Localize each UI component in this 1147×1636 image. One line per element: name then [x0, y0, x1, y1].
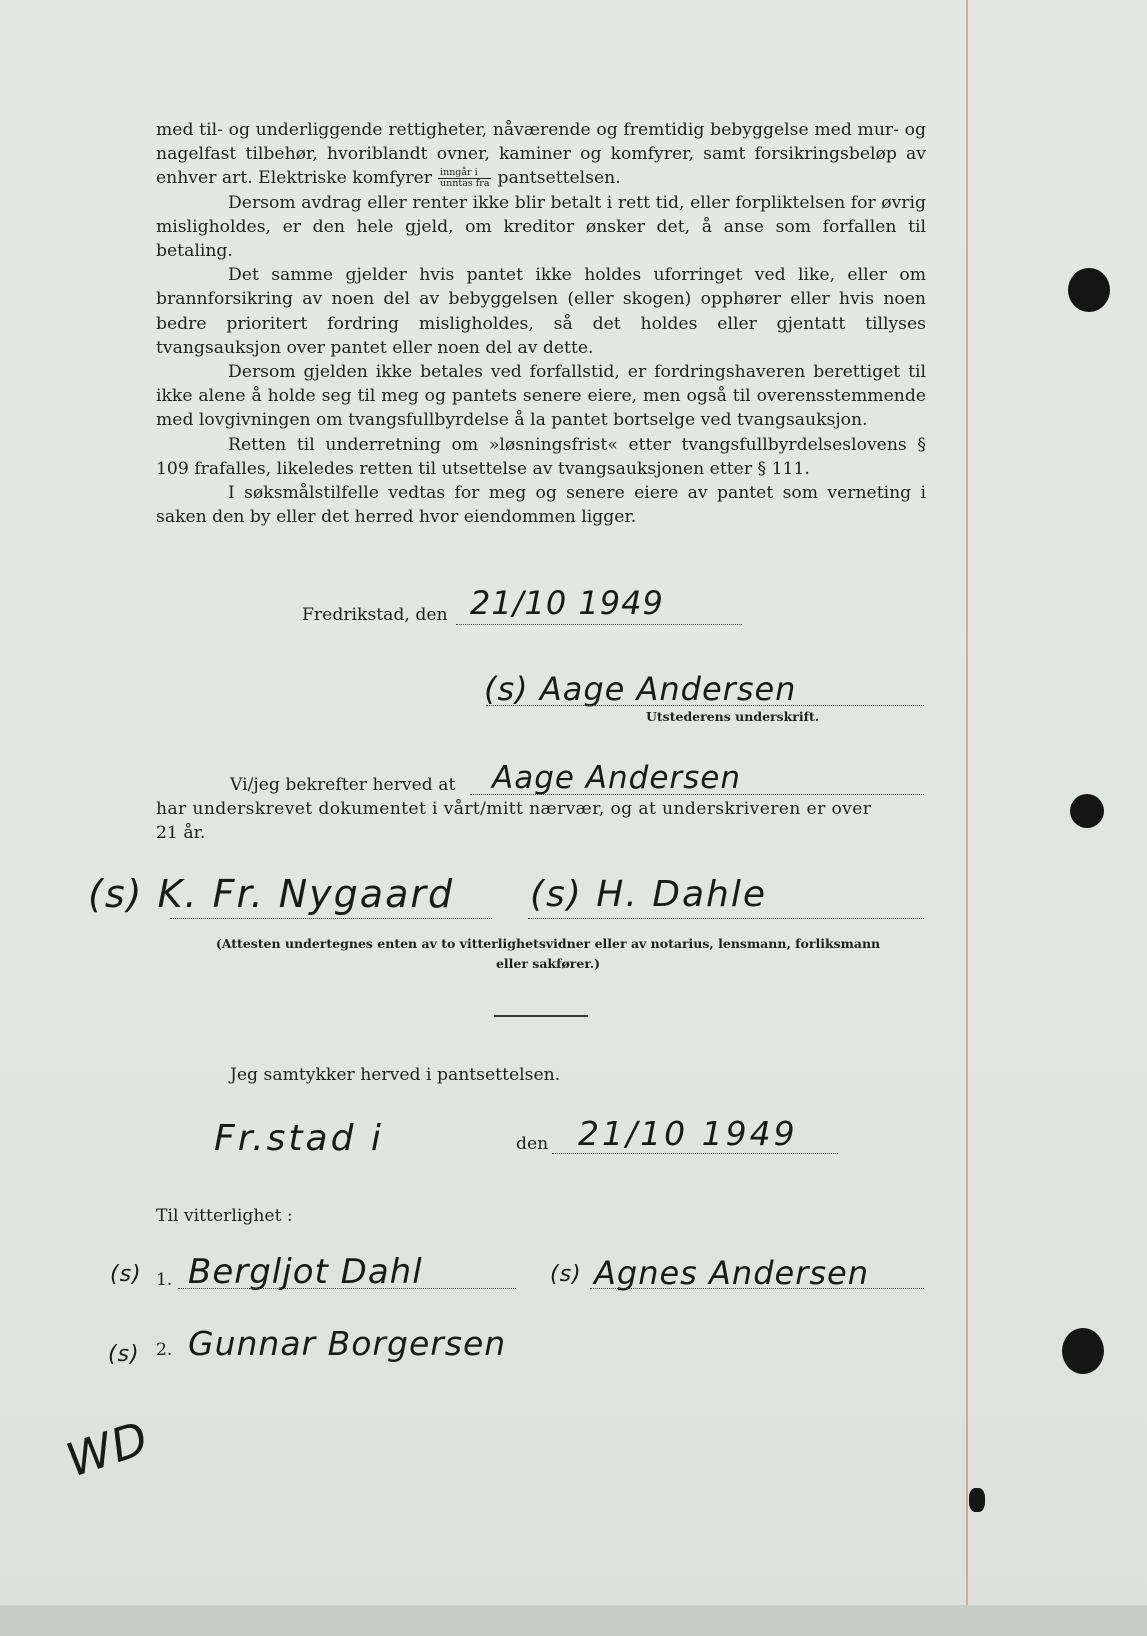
vitterlighet-2-name: Gunnar Borgersen — [188, 1324, 507, 1363]
fraction-top: inngår i — [438, 168, 491, 179]
witness-prefix: Vi/jeg bekrefter herved at — [230, 775, 456, 795]
vitterlighet-1-number: 1. — [156, 1270, 173, 1290]
paragraph-1 — [156, 118, 926, 191]
paragraph-3: Det samme gjelder hvis pantet ikke holdes uforringet ved like, eller om brannforsikring av noen del av bebyggelsen (eller skogen) opphører eller hvis noen bedre prioritert fordring misligholdes, så det holdes eller gjentatt tillyses tvangsauksjon over pantet eller noen del av dette. — [156, 265, 926, 358]
vitterlighet-2-number: 2. — [156, 1340, 173, 1360]
margin-rule — [966, 0, 968, 1636]
vitterlighet-1-dotline — [178, 1288, 516, 1289]
section-divider — [494, 1015, 588, 1017]
punch-hole-bottom — [1062, 1328, 1104, 1374]
punch-hole-middle — [1070, 794, 1104, 828]
fraction — [438, 168, 491, 189]
issuer-dotline — [486, 705, 924, 706]
date-dotline — [456, 624, 742, 625]
witness-signature-1: (s) K. Fr. Nygaard — [88, 872, 455, 916]
paragraph-6: I søksmålstilfelle vedtas for meg og senere eiere av pantet som verneting i saken den by eller det herred hvor eiendommen ligger. — [156, 483, 926, 528]
paragraph-5: Retten til underretning om »løsningsfrist« etter tvangsfullbyrdelseslovens § 109 frafalles, likeledes retten til utsettelse av tvangsauksjonen etter § 111. — [156, 434, 926, 479]
consent-den-label: den — [516, 1134, 549, 1154]
paragraph-2: Dersom avdrag eller renter ikke blir betalt i rett tid, eller forpliktelsen for øvrig misligholdes, er den hele gjeld, om kreditor ønsker det, å anse som forfallen til betaling. — [156, 192, 926, 262]
consent-place-handwritten: Fr.stad i — [214, 1118, 384, 1159]
handwritten-initials: WD — [59, 1410, 156, 1488]
attest-note-line-1: (Attesten undertegnes enten av to vitterlighetsvidner eller av notarius, lensmann, forliksmann — [215, 936, 881, 951]
consenter-name: Agnes Andersen — [594, 1254, 869, 1292]
witness-handwritten-name: Aage Andersen — [492, 760, 742, 796]
witness-signature-2: (s) H. Dahle — [530, 874, 767, 915]
body-text — [156, 118, 926, 529]
consent-date-dotline — [552, 1153, 838, 1154]
witness-signature-2-dotline — [528, 918, 924, 919]
issuer-signature: (s) Aage Andersen — [484, 670, 797, 708]
paragraph-4: Dersom gjelden ikke betales ved forfallstid, er fordringshaveren berettiget til ikke alene å holde seg til meg og pantets senere eiere, men også til overensstemmende med lovgivningen om tvangsfullbyrdelse å la pantet bortselge ved tvangsauksjon. — [156, 362, 926, 431]
vitterlighet-label: Til vitterlighet : — [156, 1206, 293, 1226]
consent-date-handwritten: 21/10 1949 — [578, 1114, 798, 1153]
vitterlighet-2-prefix: (s) — [108, 1342, 140, 1367]
paragraph-1-text: med til- og underliggende rettigheter, nåværende og fremtidig bebyggelse med mur- og nagelfast tilbehør, hvoriblandt ovner, kaminer og komfyrer, samt forsikringsbeløp av enhver art. Elektriske komfyrer — [156, 120, 926, 189]
witness-line-3: 21 år. — [156, 823, 206, 843]
handwritten-date: 21/10 1949 — [470, 584, 664, 622]
witness-signature-1-dotline — [170, 918, 492, 919]
punch-hole-top — [1068, 268, 1110, 312]
attest-note — [170, 934, 926, 974]
witness-line-2: har underskrevet dokumentet i vårt/mitt nærvær, og at underskriveren er over — [156, 799, 872, 819]
attest-note-line-2: eller sakfører.) — [495, 956, 601, 971]
fraction-bottom: unntas fra — [440, 178, 490, 190]
vitterlighet-1-name: Bergljot Dahl — [188, 1252, 423, 1292]
issuer-caption: Utstederens underskrift. — [646, 709, 820, 724]
ink-mark-bottom — [969, 1488, 985, 1512]
fraction-after: pantsettelsen. — [497, 168, 621, 189]
consenter-dotline — [590, 1288, 924, 1289]
consent-text: Jeg samtykker herved i pantsettelsen. — [230, 1065, 561, 1085]
consenter-prefix: (s) — [550, 1262, 582, 1287]
place-date-label: Fredrikstad, den — [302, 605, 448, 625]
page-bottom-edge — [0, 1605, 1147, 1636]
vitterlighet-1-prefix: (s) — [110, 1262, 142, 1287]
